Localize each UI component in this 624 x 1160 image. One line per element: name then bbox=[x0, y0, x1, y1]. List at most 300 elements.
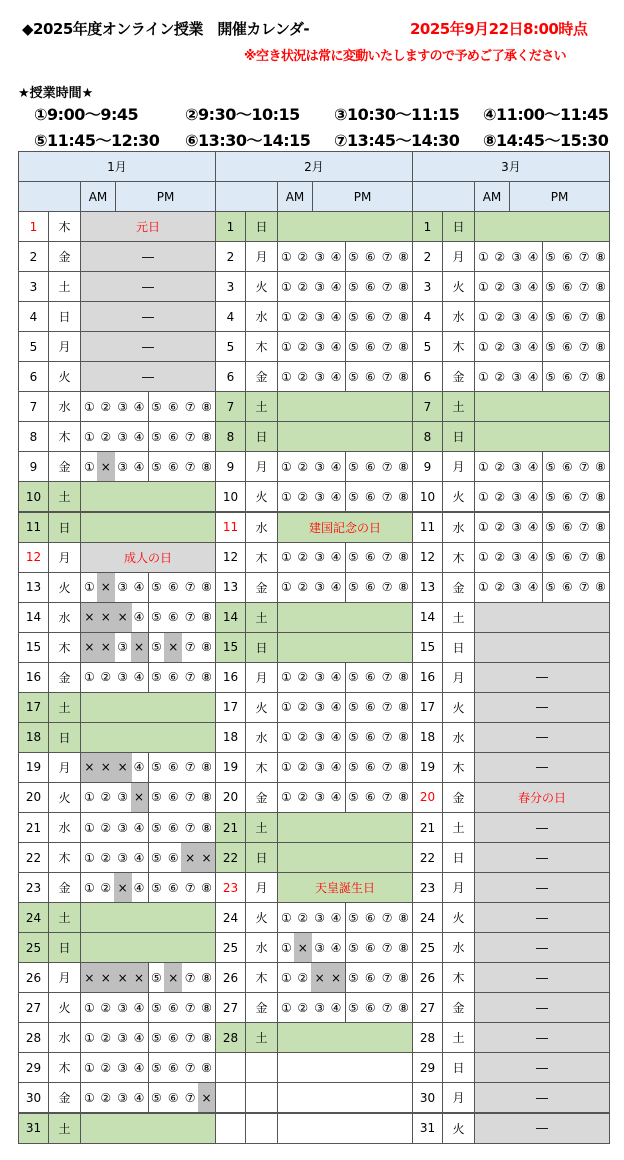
weekday: 火 bbox=[442, 692, 475, 723]
slot-booked: × bbox=[131, 782, 149, 813]
slot-available: ① bbox=[474, 301, 492, 332]
weekday: 木 bbox=[442, 542, 475, 573]
day-number: 31 bbox=[18, 1113, 49, 1144]
slot-available: ② bbox=[294, 692, 312, 723]
slot-available: ① bbox=[80, 451, 98, 482]
slot-booked: × bbox=[80, 962, 98, 993]
slot-available: ⑤ bbox=[542, 572, 560, 603]
pm-header: PM bbox=[115, 181, 216, 212]
slot-available: ⑧ bbox=[395, 752, 413, 783]
slot-available: ⑤ bbox=[345, 542, 363, 573]
slot-available: ① bbox=[277, 782, 295, 813]
slot-available: ④ bbox=[131, 572, 149, 603]
am-header: AM bbox=[80, 181, 116, 212]
slot-available: ⑦ bbox=[575, 542, 593, 573]
day-number: 13 bbox=[412, 572, 443, 603]
slot-available: ③ bbox=[311, 782, 329, 813]
weekday: 日 bbox=[245, 211, 278, 242]
month-header: 3月 bbox=[412, 151, 610, 182]
slot-available: ⑥ bbox=[361, 481, 379, 512]
slot-available: ⑦ bbox=[378, 782, 396, 813]
pm-header: PM bbox=[509, 181, 610, 212]
slot-available: ③ bbox=[114, 812, 132, 843]
day-number: 27 bbox=[18, 992, 49, 1023]
slot-available: ⑤ bbox=[148, 451, 166, 482]
weekday: 金 bbox=[48, 241, 81, 272]
slot-available: ② bbox=[97, 782, 115, 813]
slot-available: ⑤ bbox=[148, 752, 166, 783]
day-number: 12 bbox=[412, 542, 443, 573]
slot-available: ⑤ bbox=[542, 451, 560, 482]
slot-available: ① bbox=[277, 692, 295, 723]
slot-available: ④ bbox=[525, 271, 543, 302]
slot-available: ③ bbox=[311, 481, 329, 512]
slot-available: ⑧ bbox=[198, 572, 216, 603]
closed-mark: ― bbox=[474, 962, 610, 993]
weekday: 木 bbox=[442, 752, 475, 783]
slot-available: ③ bbox=[311, 902, 329, 933]
slot-available: ④ bbox=[328, 361, 346, 392]
time-slot-8: ⑧14:45〜15:30 bbox=[483, 131, 609, 150]
weekend-cell bbox=[277, 421, 413, 452]
time-slot-3: ③10:30〜11:15 bbox=[334, 105, 460, 124]
slot-available: ① bbox=[277, 902, 295, 933]
day-number: 11 bbox=[18, 512, 49, 543]
slot-available: ⑧ bbox=[198, 602, 216, 633]
slot-booked: × bbox=[181, 842, 199, 873]
slot-available: ① bbox=[277, 241, 295, 272]
day-number: 18 bbox=[412, 722, 443, 753]
day-number: 1 bbox=[412, 211, 443, 242]
weekday: 日 bbox=[245, 421, 278, 452]
weekday: 土 bbox=[48, 271, 81, 302]
day-number: 21 bbox=[412, 812, 443, 843]
slot-available: ① bbox=[474, 512, 492, 543]
day-number: 29 bbox=[18, 1052, 49, 1083]
slot-available: ⑤ bbox=[345, 662, 363, 693]
slot-available: ① bbox=[474, 481, 492, 512]
day-number: 27 bbox=[412, 992, 443, 1023]
day-number: 18 bbox=[18, 722, 49, 753]
weekday: 木 bbox=[245, 542, 278, 573]
slot-available: ① bbox=[80, 842, 98, 873]
slot-available: ⑤ bbox=[542, 241, 560, 272]
weekend-cell bbox=[277, 602, 413, 633]
time-slot-2: ②9:30〜10:15 bbox=[185, 105, 300, 124]
weekday: 金 bbox=[48, 1082, 81, 1113]
weekday: 土 bbox=[442, 812, 475, 843]
slot-available: ⑦ bbox=[575, 301, 593, 332]
slot-available: ⑦ bbox=[575, 451, 593, 482]
closed-mark: ― bbox=[474, 842, 610, 873]
slot-available: ⑧ bbox=[198, 812, 216, 843]
slot-available: ⑦ bbox=[181, 1082, 199, 1113]
slot-available: ② bbox=[294, 451, 312, 482]
slot-available: ④ bbox=[131, 662, 149, 693]
slot-available: ④ bbox=[525, 481, 543, 512]
slot-booked: × bbox=[80, 752, 98, 783]
day-number: 9 bbox=[215, 451, 246, 482]
slot-available: ④ bbox=[328, 662, 346, 693]
slot-available: ⑧ bbox=[395, 692, 413, 723]
slot-available: ④ bbox=[328, 992, 346, 1023]
weekend-cell bbox=[277, 1022, 413, 1053]
slot-available: ⑦ bbox=[378, 692, 396, 723]
slot-available: ④ bbox=[525, 451, 543, 482]
slot-booked: × bbox=[97, 962, 115, 993]
day-number: 7 bbox=[412, 391, 443, 422]
day-number: 22 bbox=[412, 842, 443, 873]
slot-available: ⑦ bbox=[378, 572, 396, 603]
holiday-label: 成人の日 bbox=[80, 542, 216, 573]
slot-available: ⑥ bbox=[361, 722, 379, 753]
slot-available: ④ bbox=[328, 902, 346, 933]
slot-available: ① bbox=[277, 481, 295, 512]
weekend-cell bbox=[277, 211, 413, 242]
slot-available: ④ bbox=[525, 361, 543, 392]
slot-available: ⑧ bbox=[592, 271, 610, 302]
slot-available: ⑥ bbox=[558, 481, 576, 512]
slot-available: ⑤ bbox=[148, 572, 166, 603]
slot-available: ④ bbox=[328, 572, 346, 603]
day-number: 25 bbox=[412, 932, 443, 963]
slot-available: ③ bbox=[114, 391, 132, 422]
slot-available: ② bbox=[491, 542, 509, 573]
closed-mark: ― bbox=[474, 992, 610, 1023]
slot-available: ③ bbox=[114, 1022, 132, 1053]
slot-available: ⑥ bbox=[361, 902, 379, 933]
slot-available: ① bbox=[277, 572, 295, 603]
slot-available: ③ bbox=[311, 451, 329, 482]
slot-available: ④ bbox=[131, 1082, 149, 1113]
slot-available: ⑧ bbox=[395, 451, 413, 482]
slot-available: ⑥ bbox=[558, 542, 576, 573]
slot-available: ⑦ bbox=[181, 662, 199, 693]
schedule-title: ★授業時間★ bbox=[18, 86, 94, 101]
weekday: 金 bbox=[245, 361, 278, 392]
weekday: 火 bbox=[48, 782, 81, 813]
no-class-cell bbox=[474, 632, 610, 663]
slot-available: ⑥ bbox=[164, 421, 182, 452]
slot-available: ⑤ bbox=[345, 271, 363, 302]
slot-available: ② bbox=[294, 992, 312, 1023]
time-slot-7: ⑦13:45〜14:30 bbox=[334, 131, 460, 150]
day-number: 30 bbox=[412, 1082, 443, 1113]
slot-available: ⑤ bbox=[345, 902, 363, 933]
slot-available: ⑤ bbox=[345, 962, 363, 993]
weekday: 月 bbox=[245, 241, 278, 272]
slot-available: ① bbox=[277, 752, 295, 783]
slot-available: ② bbox=[294, 301, 312, 332]
weekday: 火 bbox=[48, 992, 81, 1023]
weekday bbox=[245, 1082, 278, 1113]
weekday: 水 bbox=[245, 722, 278, 753]
weekday: 火 bbox=[442, 271, 475, 302]
slot-available: ⑦ bbox=[181, 632, 199, 663]
slot-available: ① bbox=[80, 1052, 98, 1083]
weekend-cell bbox=[80, 692, 216, 723]
subheader-blank bbox=[18, 181, 81, 212]
day-number: 18 bbox=[215, 722, 246, 753]
slot-available: ① bbox=[277, 722, 295, 753]
closed-mark: ― bbox=[80, 241, 216, 272]
slot-available: ② bbox=[97, 842, 115, 873]
slot-booked: × bbox=[164, 962, 182, 993]
slot-available: ① bbox=[474, 331, 492, 362]
weekend-cell bbox=[80, 481, 216, 512]
slot-available: ⑤ bbox=[148, 1052, 166, 1083]
slot-available: ⑤ bbox=[148, 662, 166, 693]
day-number: 21 bbox=[215, 812, 246, 843]
slot-available: ⑤ bbox=[345, 752, 363, 783]
slot-available: ⑥ bbox=[558, 451, 576, 482]
slot-available: ⑦ bbox=[575, 572, 593, 603]
weekday: 火 bbox=[245, 481, 278, 512]
day-number: 24 bbox=[412, 902, 443, 933]
slot-available: ① bbox=[474, 542, 492, 573]
weekday: 火 bbox=[245, 692, 278, 723]
slot-available: ① bbox=[277, 962, 295, 993]
slot-available: ③ bbox=[114, 1052, 132, 1083]
weekday bbox=[245, 1052, 278, 1083]
closed-mark: ― bbox=[80, 301, 216, 332]
weekend-cell bbox=[474, 391, 610, 422]
weekday: 金 bbox=[48, 451, 81, 482]
weekday: 日 bbox=[442, 632, 475, 663]
slot-available: ② bbox=[294, 271, 312, 302]
day-number: 4 bbox=[412, 301, 443, 332]
slot-available: ④ bbox=[131, 992, 149, 1023]
slot-available: ⑥ bbox=[164, 662, 182, 693]
slot-available: ④ bbox=[525, 572, 543, 603]
slot-available: ③ bbox=[114, 782, 132, 813]
slot-available: ⑦ bbox=[181, 962, 199, 993]
slot-available: ⑦ bbox=[181, 572, 199, 603]
weekday: 土 bbox=[48, 481, 81, 512]
day-number: 15 bbox=[412, 632, 443, 663]
slot-available: ⑦ bbox=[575, 271, 593, 302]
slot-available: ⑧ bbox=[592, 512, 610, 543]
weekday: 木 bbox=[245, 331, 278, 362]
day-number: 13 bbox=[18, 572, 49, 603]
slot-available: ③ bbox=[311, 542, 329, 573]
closed-mark: ― bbox=[474, 1022, 610, 1053]
day-number: 21 bbox=[18, 812, 49, 843]
slot-available: ⑥ bbox=[361, 692, 379, 723]
weekend-cell bbox=[80, 512, 216, 543]
slot-available: ③ bbox=[311, 752, 329, 783]
weekday: 木 bbox=[442, 331, 475, 362]
day-number: 1 bbox=[215, 211, 246, 242]
slot-available: ⑧ bbox=[592, 361, 610, 392]
slot-available: ② bbox=[97, 421, 115, 452]
day-number: 17 bbox=[412, 692, 443, 723]
slot-available: ⑦ bbox=[181, 1052, 199, 1083]
slot-available: ① bbox=[80, 812, 98, 843]
day-number: 28 bbox=[412, 1022, 443, 1053]
slot-available: ③ bbox=[508, 301, 526, 332]
slot-available: ④ bbox=[131, 842, 149, 873]
weekday: 土 bbox=[245, 602, 278, 633]
slot-available: ① bbox=[80, 782, 98, 813]
slot-available: ① bbox=[80, 1082, 98, 1113]
weekday: 金 bbox=[442, 992, 475, 1023]
slot-available: ⑦ bbox=[181, 1022, 199, 1053]
day-number: 20 bbox=[412, 782, 443, 813]
slot-available: ⑥ bbox=[361, 241, 379, 272]
weekday: 月 bbox=[245, 451, 278, 482]
slot-booked: × bbox=[198, 842, 216, 873]
slot-available: ② bbox=[294, 902, 312, 933]
slot-available: ⑧ bbox=[198, 632, 216, 663]
weekday: 水 bbox=[442, 301, 475, 332]
weekday: 金 bbox=[48, 872, 81, 903]
slot-available: ③ bbox=[508, 451, 526, 482]
weekend-cell bbox=[277, 842, 413, 873]
slot-available: ③ bbox=[311, 361, 329, 392]
slot-available: ⑧ bbox=[395, 301, 413, 332]
slot-available: ⑧ bbox=[592, 572, 610, 603]
slot-available: ② bbox=[97, 662, 115, 693]
day-number: 2 bbox=[215, 241, 246, 272]
day-number: 27 bbox=[215, 992, 246, 1023]
slot-available: ④ bbox=[131, 872, 149, 903]
closed-mark: ― bbox=[80, 331, 216, 362]
slot-available: ③ bbox=[311, 692, 329, 723]
slot-available: ③ bbox=[114, 1082, 132, 1113]
slot-booked: × bbox=[131, 962, 149, 993]
no-class-cell bbox=[474, 602, 610, 633]
month-header: 1月 bbox=[18, 151, 216, 182]
day-number: 26 bbox=[412, 962, 443, 993]
slot-available: ③ bbox=[114, 662, 132, 693]
slot-booked: × bbox=[311, 962, 329, 993]
slot-available: ④ bbox=[525, 301, 543, 332]
weekday: 火 bbox=[48, 572, 81, 603]
slot-available: ⑥ bbox=[361, 662, 379, 693]
slot-available: ⑥ bbox=[164, 1052, 182, 1083]
slot-available: ① bbox=[474, 451, 492, 482]
slot-available: ⑧ bbox=[198, 872, 216, 903]
slot-available: ④ bbox=[525, 241, 543, 272]
weekday: 金 bbox=[48, 662, 81, 693]
slot-available: ③ bbox=[508, 331, 526, 362]
day-number bbox=[215, 1052, 246, 1083]
slot-available: ④ bbox=[328, 782, 346, 813]
weekday: 木 bbox=[48, 842, 81, 873]
weekday: 月 bbox=[48, 542, 81, 573]
slot-available: ⑤ bbox=[148, 1022, 166, 1053]
weekday: 土 bbox=[442, 602, 475, 633]
slot-available: ⑦ bbox=[378, 962, 396, 993]
slot-available: ④ bbox=[328, 481, 346, 512]
slot-booked: × bbox=[97, 602, 115, 633]
slot-available: ③ bbox=[311, 331, 329, 362]
slot-available: ⑥ bbox=[361, 932, 379, 963]
slot-available: ④ bbox=[131, 1022, 149, 1053]
weekday: 水 bbox=[442, 932, 475, 963]
time-slot-6: ⑥13:30〜14:15 bbox=[185, 131, 311, 150]
slot-available: ⑧ bbox=[395, 722, 413, 753]
weekday: 日 bbox=[442, 842, 475, 873]
slot-available: ⑤ bbox=[345, 572, 363, 603]
day-number: 23 bbox=[18, 872, 49, 903]
day-number: 23 bbox=[215, 872, 246, 903]
slot-available: ⑧ bbox=[395, 662, 413, 693]
slot-available: ⑦ bbox=[378, 361, 396, 392]
day-number: 28 bbox=[215, 1022, 246, 1053]
slot-available: ② bbox=[491, 241, 509, 272]
slot-available: ④ bbox=[328, 752, 346, 783]
am-header: AM bbox=[277, 181, 313, 212]
slot-available: ③ bbox=[114, 421, 132, 452]
weekday: 金 bbox=[245, 782, 278, 813]
slot-available: ⑦ bbox=[181, 421, 199, 452]
weekday: 火 bbox=[48, 361, 81, 392]
weekday: 土 bbox=[245, 812, 278, 843]
day-number: 19 bbox=[18, 752, 49, 783]
slot-available: ① bbox=[277, 542, 295, 573]
slot-available: ⑥ bbox=[361, 301, 379, 332]
weekday: 日 bbox=[442, 1052, 475, 1083]
slot-booked: × bbox=[114, 602, 132, 633]
day-number: 20 bbox=[18, 782, 49, 813]
slot-available: ⑥ bbox=[558, 271, 576, 302]
slot-available: ⑦ bbox=[575, 361, 593, 392]
day-number: 10 bbox=[412, 481, 443, 512]
slot-available: ⑧ bbox=[198, 451, 216, 482]
weekday: 水 bbox=[245, 512, 278, 543]
slot-available: ⑦ bbox=[575, 481, 593, 512]
weekday: 土 bbox=[245, 391, 278, 422]
slot-available: ② bbox=[491, 271, 509, 302]
slot-available: ⑦ bbox=[181, 451, 199, 482]
slot-available: ⑧ bbox=[592, 542, 610, 573]
slot-available: ① bbox=[277, 992, 295, 1023]
slot-available: ⑥ bbox=[361, 572, 379, 603]
slot-available: ⑥ bbox=[558, 512, 576, 543]
slot-available: ⑦ bbox=[378, 752, 396, 783]
holiday-label: 天皇誕生日 bbox=[277, 872, 413, 903]
slot-available: ⑤ bbox=[345, 241, 363, 272]
day-number: 11 bbox=[215, 512, 246, 543]
closed-mark: ― bbox=[474, 872, 610, 903]
day-number: 6 bbox=[18, 361, 49, 392]
day-number: 16 bbox=[215, 662, 246, 693]
page-title: ◆2025年度オンライン授業 開催カレンダ- bbox=[22, 20, 310, 38]
slot-available: ⑥ bbox=[164, 1022, 182, 1053]
slot-booked: × bbox=[114, 872, 132, 903]
holiday-label: 元日 bbox=[80, 211, 216, 242]
slot-available: ① bbox=[277, 301, 295, 332]
slot-available: ⑥ bbox=[558, 572, 576, 603]
slot-available: ⑧ bbox=[198, 662, 216, 693]
slot-available: ⑦ bbox=[181, 782, 199, 813]
slot-available: ⑥ bbox=[558, 301, 576, 332]
slot-available: ② bbox=[97, 992, 115, 1023]
slot-available: ⑦ bbox=[378, 662, 396, 693]
slot-available: ⑧ bbox=[592, 241, 610, 272]
weekday: 火 bbox=[442, 1113, 475, 1144]
day-number: 16 bbox=[18, 662, 49, 693]
slot-booked: × bbox=[114, 962, 132, 993]
slot-available: ⑥ bbox=[361, 331, 379, 362]
slot-available: ⑧ bbox=[395, 902, 413, 933]
slot-available: ⑥ bbox=[361, 542, 379, 573]
slot-available: ① bbox=[80, 1022, 98, 1053]
day-number: 4 bbox=[18, 301, 49, 332]
day-number: 12 bbox=[18, 542, 49, 573]
